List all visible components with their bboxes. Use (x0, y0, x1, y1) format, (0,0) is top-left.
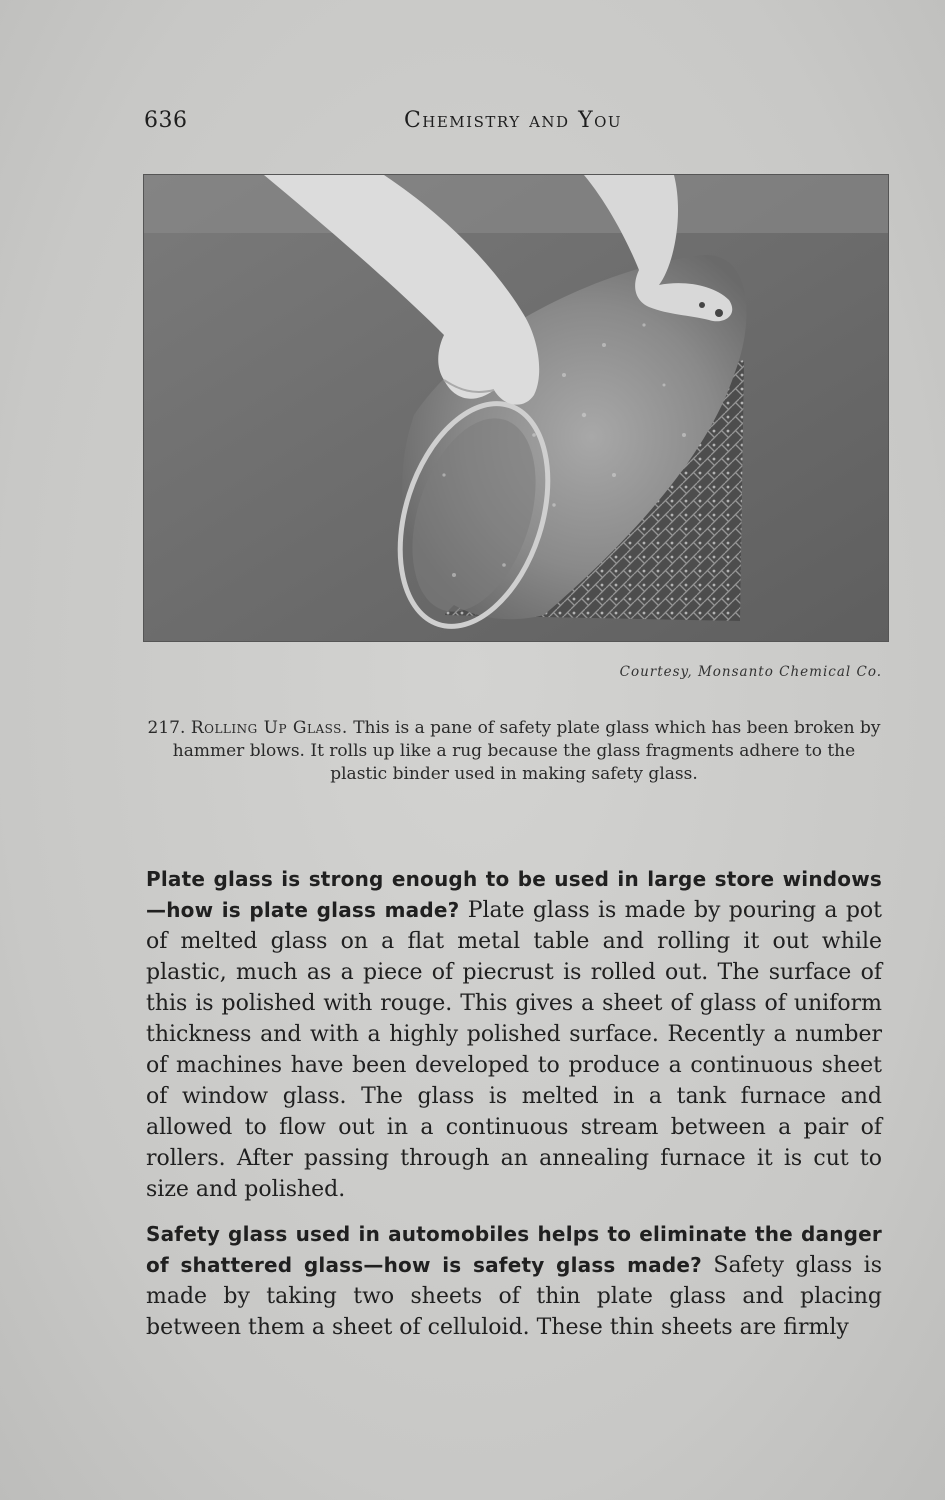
page-number: 636 (144, 108, 188, 133)
figure-caption (144, 717, 884, 786)
photo-credit: Courtesy, Monsanto Chemical Co. (619, 664, 882, 680)
paragraph-plate-glass (146, 864, 882, 1205)
page-header (144, 108, 882, 142)
paragraph-text: Plate glass is made by pouring a pot of melted glass on a flat metal table and rolling it out while plastic, much as a piece of piecrust is rolled out. The surface of this is polished with rouge. This gives a sheet of glass of uniform thickness and with a highly polished surface. Recently a number of machines have been developed to produce a continuous sheet of window glass. The glass is melted in a tank furnace and allowed to flow out in a continuous stream between a pair of rollers. After passing through an annealing furnace it is cut to size and polished. (146, 898, 882, 1202)
caption-title: Rolling Up Glass. (190, 718, 348, 738)
paragraph-question: Safety glass used in automobiles helps to eliminate the danger of shattered glass—how is safety glass made? (146, 1222, 882, 1277)
rolled-glass-photo (144, 175, 888, 641)
caption-number: 217. (147, 718, 186, 738)
paragraph-question: Plate glass is strong enough to be used in large store windows —how is plate glass made? (146, 867, 882, 922)
figure-photo (143, 174, 889, 642)
running-head: Chemistry and You (403, 108, 623, 133)
caption-text: This is a pane of safety plate glass which has been broken by hammer blows. It rolls up like a rug because the glass fragments adhere to the plastic binder used in making safety glass. (172, 718, 881, 784)
paragraph-text: Safety glass is made by taking two sheets of thin plate glass and placing between them a sheet of celluloid. These thin sheets are firmly (146, 1253, 883, 1340)
paragraph-safety-glass (146, 1219, 882, 1343)
